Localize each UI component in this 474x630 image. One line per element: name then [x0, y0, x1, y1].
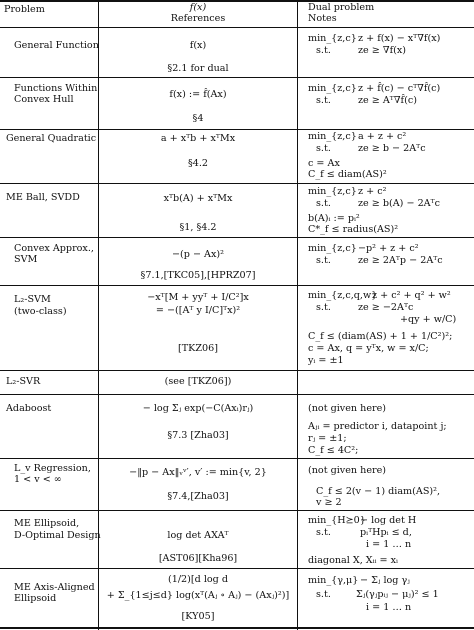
- dual-expr: i = 1 … n: [366, 539, 412, 550]
- formula: −‖p − Ax‖ᵥᵛ′, v′ := min{v, 2}: [129, 467, 267, 478]
- problem-name: ME Ball, SVDD: [6, 192, 80, 203]
- dual-expr: ze ≥ b − 2Aᵀc: [358, 143, 426, 154]
- formula: + Σ_{1≤j≤d} log(xᵀ(Aⱼ ∘ Aⱼ) − (Axⱼ)²)]: [106, 590, 290, 601]
- dual-expr: Σⱼ(γⱼpᵢⱼ − μⱼ)² ≤ 1: [356, 589, 439, 600]
- note: (not given here): [308, 465, 387, 476]
- row-rule: [0, 568, 474, 569]
- dual-op: min_{z,c}: [308, 131, 357, 142]
- dual-op: s.t.: [316, 589, 331, 600]
- problem-name: Functions Within: [14, 83, 98, 94]
- dual-expr: ze ≥ 2Aᵀp − 2Aᵀc: [358, 255, 443, 266]
- dual-op: min_{z,c}: [308, 186, 357, 197]
- problem-name: General Quadratic: [6, 133, 97, 144]
- dual-expr: +qy + w/C): [400, 314, 457, 325]
- dual-expr: z + f(x) − xᵀ∇f(x): [358, 33, 441, 44]
- header-references: References: [170, 13, 226, 24]
- row-rule: [0, 129, 474, 130]
- row-rule: [0, 77, 474, 78]
- dual-op: min_{γ,μ}: [308, 575, 359, 586]
- note: c = Ax: [308, 158, 340, 169]
- note: C*_f ≤ radius(AS)²: [308, 224, 399, 235]
- problem-name: 1 < v < ∞: [14, 474, 62, 485]
- problem-name: General Function: [14, 40, 99, 51]
- dual-expr: z + c²: [358, 186, 387, 197]
- header-notes: Notes: [308, 13, 337, 24]
- reference: [TKZ06]: [178, 343, 218, 354]
- note: diagonal X, Xᵢᵢ = xᵢ: [308, 555, 398, 566]
- note: b(A)ᵢ := pᵢ²: [308, 213, 360, 224]
- dual-expr: z + c² + q² + w²: [372, 290, 451, 301]
- dual-expr: − Σⱼ log γⱼ: [360, 575, 410, 586]
- formula: (1/2)[d log d: [167, 574, 229, 585]
- dual-expr: ze ≥ −2Aᵀc: [358, 302, 414, 313]
- dual-expr: z + f̂(c) − cᵀ∇f̂(c): [358, 83, 441, 94]
- dual-op: s.t.: [316, 198, 331, 209]
- note: c = Ax, q = yᵀx, w = x/C;: [308, 343, 429, 354]
- formula: = −([Aᵀ y I/C]ᵀx)²: [155, 305, 241, 316]
- header-fx: f(x): [189, 2, 207, 13]
- reference: §1, §4.2: [179, 222, 217, 233]
- note: (not given here): [308, 403, 387, 414]
- dual-op: s.t.: [316, 255, 331, 266]
- reference: §7.1,[TKC05],[HPRZ07]: [140, 270, 256, 281]
- problem-name: D-Optimal Design: [14, 530, 101, 541]
- dual-op: s.t.: [316, 143, 331, 154]
- reference: (see [TKZ06]): [164, 376, 232, 387]
- note: yᵢ = ±1: [308, 355, 344, 366]
- formula: −(p − Ax)²: [172, 249, 224, 260]
- row-rule: [0, 394, 474, 395]
- problem-name: ME Ellipsoid,: [14, 518, 80, 529]
- dual-expr: i = 1 … n: [366, 602, 412, 613]
- dual-expr: −p² + z + c²: [358, 243, 419, 254]
- header-problem: Problem: [4, 4, 45, 15]
- reference: §7.4,[Zha03]: [167, 491, 229, 502]
- row-rule: [0, 458, 474, 459]
- dual-op: s.t.: [316, 45, 331, 56]
- dual-op: min_{z,c,q,w}: [308, 290, 378, 301]
- formula: − log Σⱼ exp(−C(Axᵢ)rⱼ): [142, 403, 254, 414]
- header-rule: [0, 27, 474, 28]
- row-rule: [0, 370, 474, 371]
- reference: §4.2: [187, 158, 209, 169]
- formula: log det AXAᵀ: [167, 530, 229, 541]
- reference: §4: [192, 113, 204, 124]
- note: C_f ≤ 4C²;: [308, 445, 359, 456]
- column-rule: [297, 0, 298, 630]
- dual-op: min_{z,c}: [308, 83, 357, 94]
- reference: [AST06][Kha96]: [158, 553, 238, 564]
- note: C_f ≤ diam(AS)²: [308, 169, 387, 180]
- problem-name: (two-class): [14, 306, 67, 317]
- problem-name: L₂-SVR: [6, 376, 41, 387]
- problem-name: L_v Regression,: [14, 463, 91, 474]
- reference: §7.3 [Zha03]: [167, 430, 229, 441]
- note: C_f ≤ (diam(AS) + 1 + 1/C²)²;: [308, 331, 453, 342]
- formula: f(x) := f̂(Ax): [169, 89, 227, 100]
- dual-op: min_{z,c}: [308, 33, 357, 44]
- problem-name: Ellipsoid: [14, 593, 57, 604]
- note: v ≥ 2: [316, 497, 342, 508]
- problem-name: Adaboost: [6, 403, 52, 414]
- formula: f(x): [189, 40, 207, 51]
- dual-op: min_{H⪰0}: [308, 515, 366, 526]
- dual-op: s.t.: [316, 302, 331, 313]
- formula: a + xᵀb + xᵀMx: [160, 133, 236, 144]
- dual-expr: − log det H: [360, 515, 417, 526]
- problem-name: Convex Hull: [14, 94, 74, 105]
- formula: −xᵀ[M + yyᵀ + I/C²]x: [147, 292, 249, 303]
- row-rule: [0, 183, 474, 184]
- dual-expr: pᵢᵀHpᵢ ≤ d,: [360, 527, 412, 538]
- dual-op: s.t.: [316, 527, 331, 538]
- header-dual-problem: Dual problem: [308, 2, 375, 13]
- row-rule: [0, 285, 474, 286]
- row-rule: [0, 237, 474, 238]
- dual-expr: a + z + c²: [358, 131, 407, 142]
- note: C_f ≤ 2(v − 1) diam(AS)²,: [316, 486, 441, 497]
- reference: §2.1 for dual: [167, 63, 229, 74]
- dual-op: s.t.: [316, 95, 331, 106]
- reference: [KY05]: [181, 611, 215, 622]
- bottom-rule: [0, 627, 474, 629]
- dual-expr: ze ≥ ∇f(x): [358, 45, 407, 56]
- row-rule: [0, 510, 474, 511]
- note: rⱼ = ±1;: [308, 433, 347, 444]
- formula: xᵀb(A) + xᵀMx: [163, 193, 233, 204]
- note: Aⱼᵢ = predictor i, datapoint j;: [308, 421, 447, 432]
- problem-name: Convex Approx.,: [14, 243, 94, 254]
- dual-op: min_{z,c}: [308, 243, 357, 254]
- problem-name: SVM: [14, 254, 38, 265]
- problem-name: L₂-SVM: [14, 294, 51, 305]
- dual-expr: ze ≥ b(A) − 2Aᵀc: [358, 198, 440, 209]
- problem-name: ME Axis-Aligned: [14, 582, 95, 593]
- dual-expr: ze ≥ Aᵀ∇f̂(c): [358, 95, 417, 106]
